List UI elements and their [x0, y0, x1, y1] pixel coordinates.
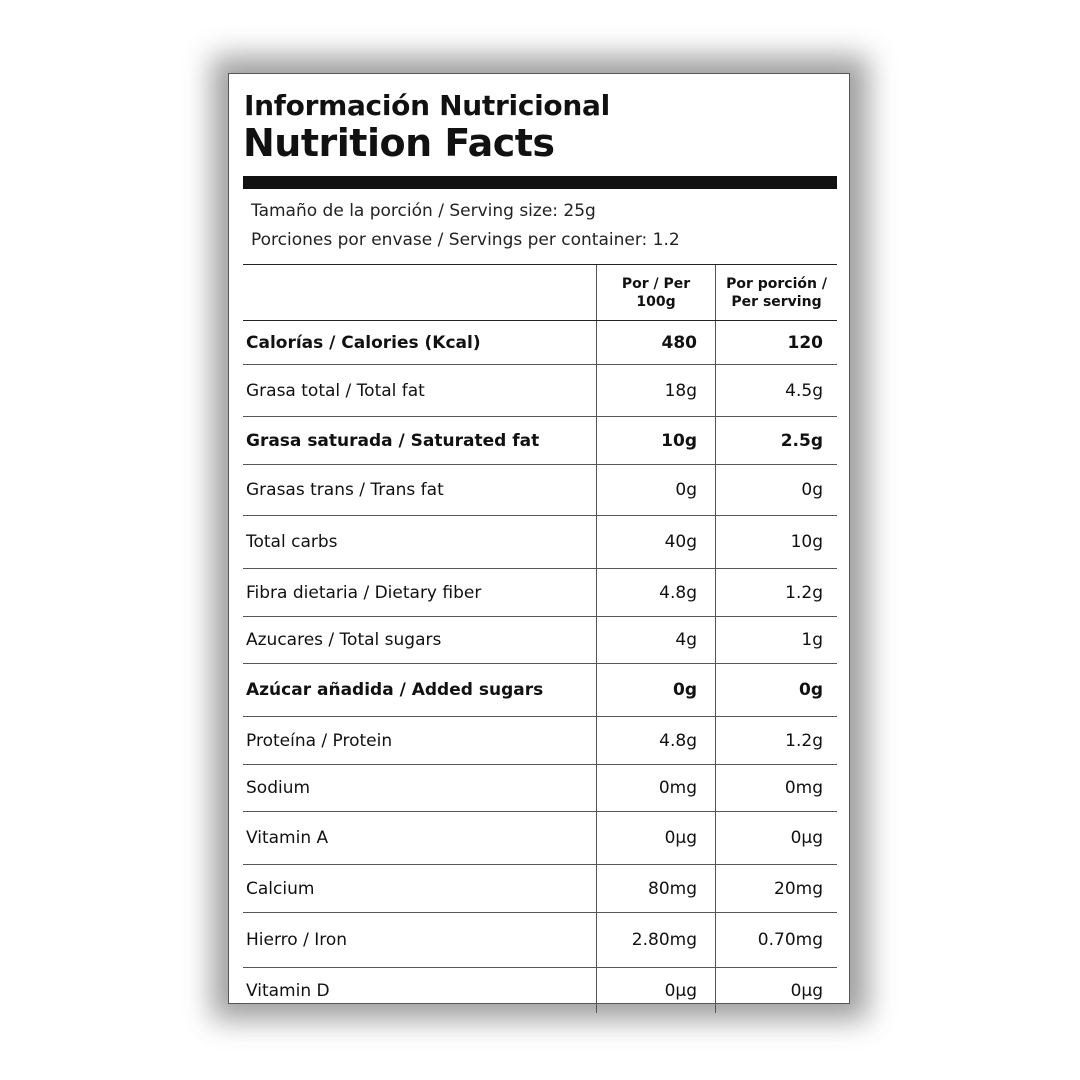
value-per-serving: 0µg — [715, 968, 837, 1013]
table-row — [243, 913, 837, 968]
nutrient-name: Calcium — [246, 878, 315, 899]
nutrient-name: Azúcar añadida / Added sugars — [246, 680, 544, 700]
nutrient-name: Total carbs — [246, 532, 338, 552]
table-row — [243, 569, 837, 617]
value-per-100g: 2.80mg — [596, 913, 715, 967]
value-per-serving: 0g — [715, 664, 837, 716]
nutrient-name: Fibra dietaria / Dietary fiber — [246, 582, 482, 603]
value-per-100g: 10g — [596, 417, 715, 464]
table-row — [243, 968, 837, 1013]
table-header-row — [243, 265, 837, 321]
nutrient-name: Hierro / Iron — [246, 930, 348, 950]
value-per-100g: 80mg — [596, 865, 715, 912]
nutrition-table — [243, 264, 837, 1013]
nutrient-name: Proteína / Protein — [246, 730, 393, 751]
thick-divider — [243, 176, 837, 189]
nutrient-name: Vitamin D — [246, 980, 330, 1001]
table-row — [243, 765, 837, 812]
value-per-serving: 0g — [715, 465, 837, 515]
value-per-serving: 10g — [715, 516, 837, 568]
value-per-serving: 120 — [715, 321, 837, 364]
column-header-per-100g-line2: 100g — [636, 293, 676, 310]
serving-size: Tamaño de la porción / Serving size: 25g — [251, 201, 596, 221]
value-per-serving: 0µg — [715, 812, 837, 864]
table-row — [243, 865, 837, 913]
value-per-100g: 4.8g — [596, 717, 715, 764]
table-row — [243, 321, 837, 365]
table-row — [243, 365, 837, 417]
nutrient-name: Grasa saturada / Saturated fat — [246, 430, 540, 451]
value-per-serving: 1.2g — [715, 569, 837, 616]
column-header-per-100g — [596, 265, 715, 320]
table-row — [243, 465, 837, 516]
table-row — [243, 617, 837, 664]
nutrient-name: Grasas trans / Trans fat — [246, 480, 444, 500]
column-header-per-serving — [715, 265, 837, 320]
value-per-100g: 0mg — [596, 765, 715, 811]
table-row — [243, 516, 837, 569]
nutrient-name: Calorías / Calories (Kcal) — [246, 332, 481, 353]
nutrition-label — [228, 73, 850, 1004]
nutrient-name: Vitamin A — [246, 828, 329, 848]
nutrient-name: Sodium — [246, 778, 311, 798]
table-row — [243, 417, 837, 465]
value-per-100g: 4.8g — [596, 569, 715, 616]
value-per-100g: 0µg — [596, 812, 715, 864]
column-header-per-serving-line2: Per serving — [731, 293, 822, 310]
table-row — [243, 812, 837, 865]
value-per-serving: 0.70mg — [715, 913, 837, 967]
value-per-serving: 1g — [715, 617, 837, 663]
column-header-per-100g-line1: Por / Per — [621, 275, 691, 292]
value-per-serving: 2.5g — [715, 417, 837, 464]
value-per-100g: 18g — [596, 365, 715, 416]
nutrient-name: Azucares / Total sugars — [246, 630, 442, 650]
value-per-100g: 0µg — [596, 968, 715, 1013]
nutrient-name: Grasa total / Total fat — [246, 380, 425, 401]
value-per-serving: 4.5g — [715, 365, 837, 416]
value-per-serving: 0mg — [715, 765, 837, 811]
table-row — [243, 717, 837, 765]
value-per-100g: 480 — [596, 321, 715, 364]
value-per-serving: 1.2g — [715, 717, 837, 764]
value-per-100g: 4g — [596, 617, 715, 663]
value-per-serving: 20mg — [715, 865, 837, 912]
title-spanish: Información Nutricional — [244, 89, 610, 122]
servings-per-container: Porciones por envase / Servings per container: 1.2 — [251, 230, 680, 250]
title-english: Nutrition Facts — [243, 121, 555, 165]
column-header-per-serving-line1: Por porción / — [726, 275, 827, 292]
value-per-100g: 0g — [596, 465, 715, 515]
table-row — [243, 664, 837, 717]
value-per-100g: 0g — [596, 664, 715, 716]
value-per-100g: 40g — [596, 516, 715, 568]
